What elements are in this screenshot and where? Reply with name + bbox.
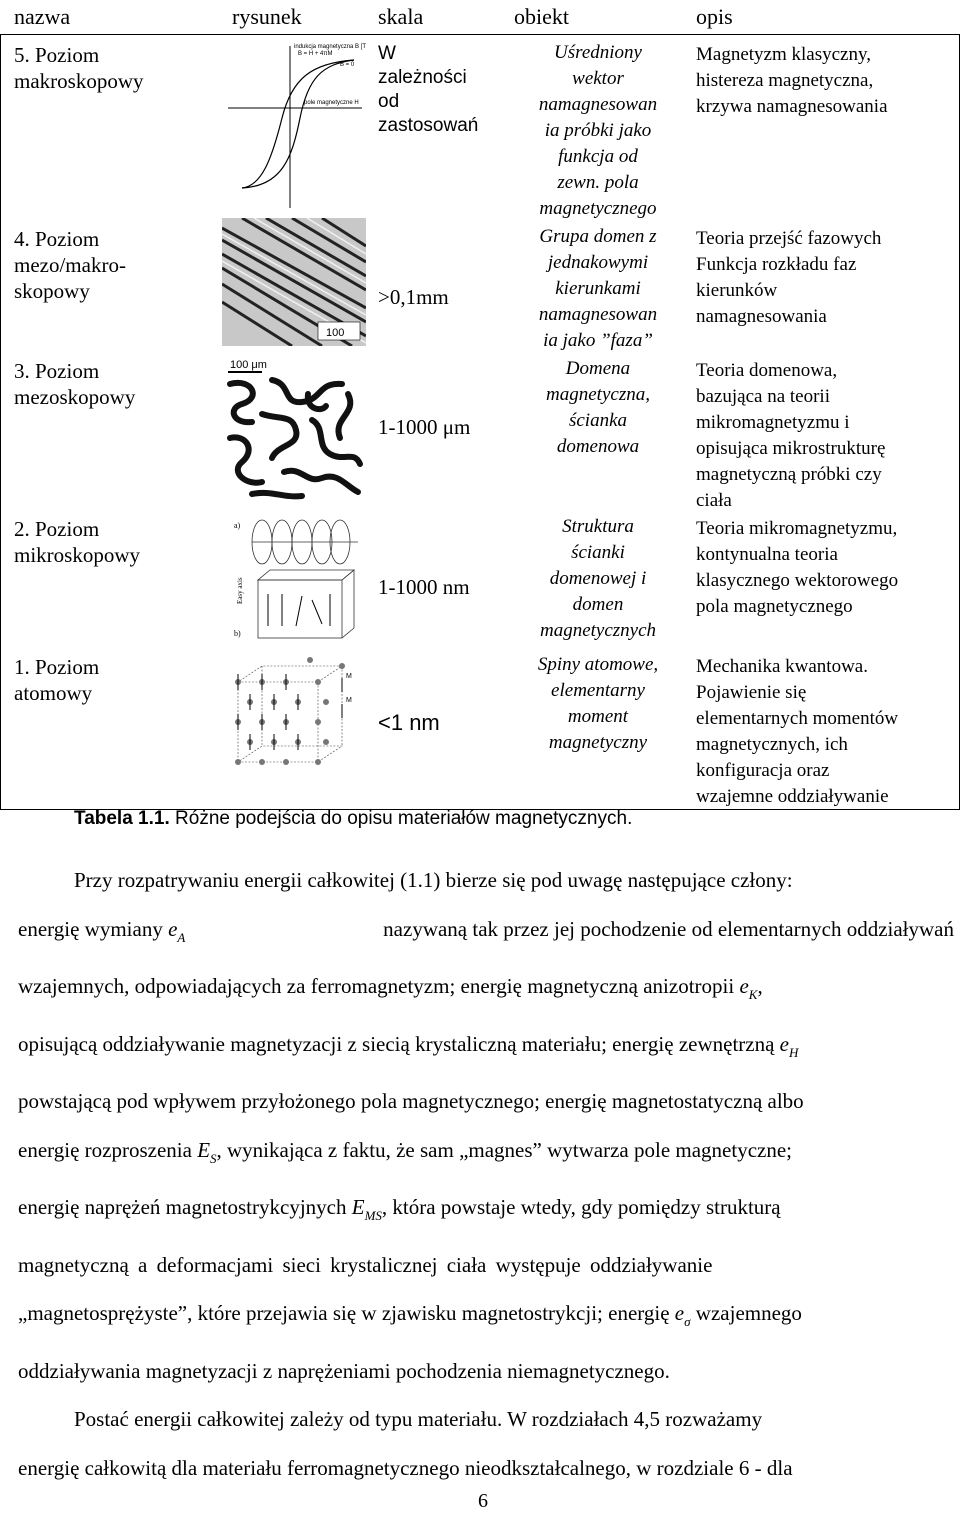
maze-scale-label: 100 μm (230, 359, 267, 371)
row1-scale: <1 nm (378, 710, 440, 735)
table-caption (74, 808, 632, 830)
paragraph-energy-terms: Przy rozpatrywaniu energii całkowitej (1.1) bierze się pod uwagę następujące człony: energię wymiany $e_A$ nazywaną tak przez jej pochodzenie od elementarnych oddziaływań wzajemnych, odpowiadających za ferromagnetyzm; energię magnetyczną anizotropii $e_K$, opisującą oddziaływanie magnetyzacji z siecią krystaliczną materiału; energię zewnętrzną $e_H$ powstającą pod wpływem przyłożonego pola magnetycznego; energię magnetostatyczną albo energię rozproszenia $E_S$, wynikająca z faktu, że sam „magnes” wytwarza pole magnetyczne; energię naprężeń magnetostrykcyjnych $E_{MS}$, która powstaje wtedy, gdy pomiędzy strukturą magnetyczną a deformacjami sieci krystalicznej ciała występuje oddziaływanie „magnetosprężyste”, które przejawia się w zjawisku magnetostrykcji; energię $e_\sigma$ wzajemnego oddziaływania magnetyzacji z naprężeniami pochodzenia niemagnetycznego. Postać energii całkowitej zależy od typu materiału. W rozdziałach 4,5 rozważamy energię całkowitą dla materiału ferromagnetycznego nieodkształcalnego, w rozdziale 6 - dla (18, 868, 954, 1480)
row5-name: 5. Poziom makroskopowy (14, 43, 144, 93)
hysteresis-eq: B = H + 4πM (298, 51, 333, 57)
table-border-left (0, 34, 1, 810)
header-opis: opis (696, 4, 733, 29)
header-rysunek: rysunek (232, 4, 302, 29)
page-number: 6 (478, 1490, 488, 1512)
row5-scale: W zależności od zastosowań (378, 43, 479, 136)
row3-scale: 1-1000 μm (378, 415, 471, 439)
row2-description: Teoria mikromagnetyzmu, kontynualna teoria klasycznego wektorowego pola magnetycznego (696, 518, 899, 617)
table-header (0, 0, 960, 35)
header-nazwa: nazwa (14, 4, 71, 29)
hysteresis-field: pole magnetyczne H (304, 100, 359, 106)
header-obiekt: obiekt (514, 4, 569, 29)
row4-description: Teoria przejść fazowych Funkcja rozkładu faz kierunków namagnesowania (696, 228, 882, 327)
hysteresis-figure (222, 38, 366, 212)
row2-object: Struktura ścianki domenowej i domen magnetycznych (539, 516, 657, 641)
hysteresis-b: B = 0 (340, 62, 355, 68)
domain-wall-figure (222, 514, 366, 644)
wall-a-label: a) (234, 521, 241, 530)
atom-m2-label: M (346, 697, 352, 704)
wall-b-label: b) (234, 629, 241, 638)
wall-axis-label: Easy axis (236, 577, 244, 604)
maze-domain-image (222, 354, 366, 502)
row3-name: 3. Poziom mezoskopowy (14, 359, 136, 409)
row4-object: Grupa domen z jednakowymi kierunkami namagnesowan ia jako ”faza” (538, 226, 658, 351)
row2-scale: 1-1000 nm (378, 575, 470, 599)
domain-stripes-image (222, 218, 366, 346)
row4-name: 4. Poziom mezo/makro- skopowy (14, 227, 126, 303)
caption-label: Tabela 1.1. (74, 808, 170, 829)
row5-object: Uśredniony wektor namagnesowan ia próbki jako funkcja od zewn. pola magnetycznego (538, 42, 658, 219)
hysteresis-title: indukcja magnetyczna B [T] (294, 44, 366, 50)
row3-description: Teoria domenowa, bazująca na teorii mikromagnetyzmu i opisująca mikrostrukturę magnetyczną próbki czy ciała (696, 360, 886, 511)
row4-scale: >0,1mm (378, 285, 449, 309)
row1-object: Spiny atomowe, elementarny moment magnetyczny (537, 654, 659, 753)
row2-name: 2. Poziom mikroskopowy (14, 517, 140, 567)
row1-name: 1. Poziom atomowy (14, 655, 100, 705)
caption-text: Różne podejścia do opisu materiałów magnetycznych. (169, 808, 633, 829)
domain-scale-label: 100 (326, 327, 345, 339)
row5-description: Magnetyzm klasyczny, histereza magnetyczna, krzywa namagnesowania (696, 44, 888, 117)
atomic-spins-figure (222, 652, 366, 772)
header-skala: skala (378, 4, 424, 29)
row3-object: Domena magnetyczna, ścianka domenowa (546, 358, 650, 457)
atom-m1-label: M (346, 673, 352, 680)
row1-description: Mechanika kwantowa. Pojawienie się elementarnych momentów magnetycznych, ich konfiguracja oraz wzajemne oddziaływanie (696, 656, 899, 807)
